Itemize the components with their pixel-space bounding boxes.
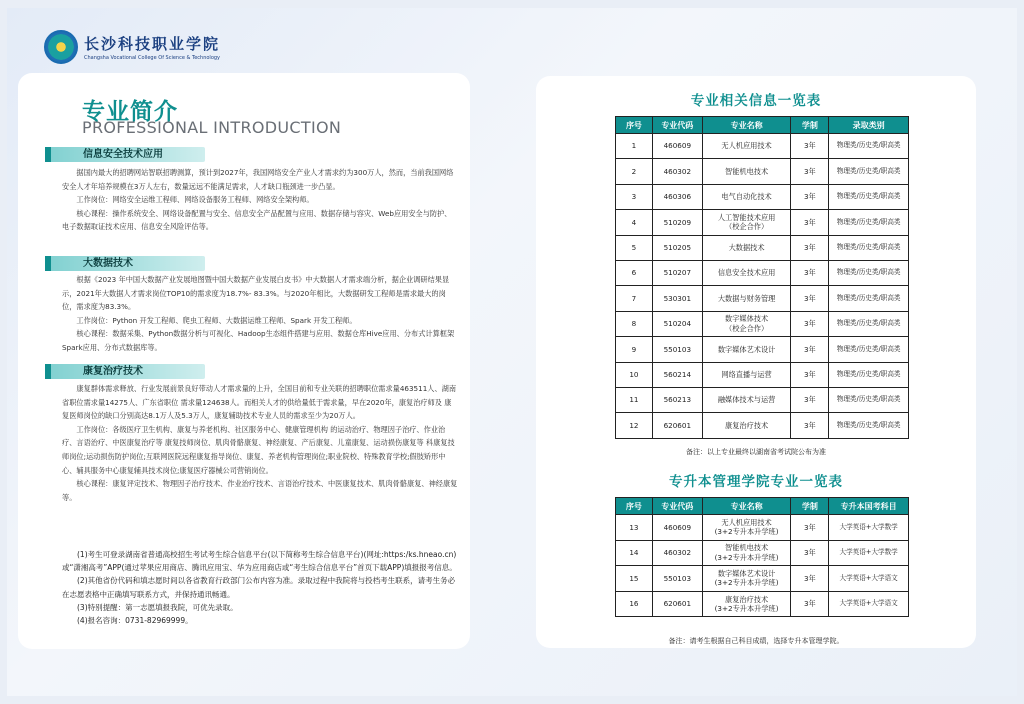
table-cell: 3年: [791, 413, 829, 438]
table1-title: 专业相关信息一览表: [690, 93, 822, 109]
column-header: 专业代码: [652, 117, 702, 134]
table-row: [616, 515, 909, 541]
table-header-row: [616, 498, 909, 515]
table-row: [616, 235, 909, 260]
table-row: [616, 362, 909, 387]
table-cell: 3年: [791, 260, 829, 285]
table-cell: 4: [616, 210, 653, 235]
table-row: [616, 286, 909, 311]
table-row: [616, 387, 909, 412]
table-cell: 物理类/历史类/职高类: [829, 362, 909, 387]
table-cell: 9: [616, 337, 653, 362]
table-cell: 5: [616, 235, 653, 260]
table-cell: 16: [616, 591, 653, 617]
table-cell: 物理类/历史类/职高类: [829, 311, 909, 336]
table-cell: 13: [616, 515, 653, 541]
table-cell: 大数据与财务管理: [702, 286, 791, 311]
table-cell: 460302: [652, 540, 702, 566]
column-header: 序号: [616, 117, 653, 134]
paragraph: 康复群体需求释放、行业发展前景良好带动人才需求量的上升，全国目前和专业关联的招聘职位需求量463511人、湖南省职位需求量14275人、广东省职位 需求量124638人。而相关人才的供给量低于需求量，早在2020年，康复治疗师及 康复医师岗位的缺口分别高达8.1万人及5.3万人，康复辅助技术专业人员的需求至少为20万人。: [62, 384, 457, 421]
table-cell: 510205: [652, 235, 702, 260]
table-cell: 3年: [791, 235, 829, 260]
table-cell: 物理类/历史类/职高类: [829, 235, 909, 260]
table-cell: 电气自动化技术: [702, 184, 791, 209]
table-cell: 物理类/历史类/职高类: [829, 159, 909, 184]
table-cell: 3年: [791, 159, 829, 184]
college-name-cn: 长沙科技职业学院: [84, 35, 221, 53]
paragraph: 核心课程：操作系统安全、网络设备配置与安全、信息安全产品配置与应用、数据存储与容灾、Web应用安全与防护、电子数据取证技术应用、信息安全风险评估等。: [62, 208, 452, 232]
column-header: 学制: [791, 498, 829, 515]
note-item: (1)考生可登录湖南省普通高校招生考试考生综合信息平台(以下简称考生综合信息平台)(网址:https:/ks.hneao.cn)或“潇湘高考”APP(通过苹果应用商店、腾讯应用宝、华为应用商店或“考生综合信息平台”首页下载APP)填报报考信息。: [62, 550, 457, 573]
admission-notes: [62, 548, 458, 627]
table-cell: 大数据技术: [702, 235, 791, 260]
table-cell: 510204: [652, 311, 702, 336]
table-row: [616, 311, 909, 336]
table-cell: 物理类/历史类/职高类: [829, 387, 909, 412]
table-cell: 6: [616, 260, 653, 285]
table-cell: 460609: [652, 515, 702, 541]
table-row: [616, 540, 909, 566]
table-cell: 3年: [791, 184, 829, 209]
table-cell: 3年: [791, 591, 829, 617]
table-cell: 大学英语+大学数学: [829, 515, 909, 541]
paragraph: 根据《2023 年中国大数据产业发展地图暨中国大数据产业发展白皮书》中大数据人才需求端分析，据企业调研结果显示，2021年大数据人才需求岗位TOP10的需求度为18.7%- 83.3%。与2020年相比，大数据研发工程师是需求最大的岗位，需求度为83.3%。: [62, 275, 450, 312]
column-header: 专业代码: [652, 498, 702, 515]
table-cell: 数字媒体艺术设计 (3+2专升本升学班): [702, 566, 791, 592]
table-cell: 8: [616, 311, 653, 336]
table-cell: 12: [616, 413, 653, 438]
table-cell: 3年: [791, 566, 829, 592]
paragraph: 工作岗位：Python 开发工程师、爬虫工程师、大数据运维工程师、Spark 开发工程师。: [76, 315, 357, 325]
table-row: [616, 159, 909, 184]
note-item: (4)报名咨询：0731-82969999。: [77, 616, 193, 626]
table-cell: 网络直播与运营: [702, 362, 791, 387]
table-cell: 3年: [791, 337, 829, 362]
paragraph: 据国内最大的招聘网站智联招聘测算，预计到2027年，我国网络安全产业人才需求约为300万人，然而，当前我国网络安全人才年培养规模在3万人左右，数量远远不能满足需求，人才缺口瓶颈进一步凸显。: [62, 168, 454, 191]
column-header: 专业名称: [702, 498, 791, 515]
table-row: [616, 184, 909, 209]
table-cell: 3年: [791, 362, 829, 387]
table2-title: 专升本管理学院专业一览表: [669, 474, 843, 490]
column-header: 专业名称: [702, 117, 791, 134]
table-cell: 信息安全技术应用: [702, 260, 791, 285]
table2-note: 备注：请考生根据自己科目成绩，选择专升本管理学院。: [668, 637, 844, 645]
table-cell: 3年: [791, 311, 829, 336]
table-row: [616, 566, 909, 592]
table-cell: 530301: [652, 286, 702, 311]
table-cell: 620601: [652, 591, 702, 617]
table-cell: 3年: [791, 540, 829, 566]
table-cell: 1: [616, 134, 653, 159]
table-cell: 3年: [791, 286, 829, 311]
table-cell: 620601: [652, 413, 702, 438]
table-cell: 550103: [652, 337, 702, 362]
table-cell: 数字媒体艺术设计: [702, 337, 791, 362]
paragraph: 核心课程：康复评定技术、物理因子治疗技术、作业治疗技术、言语治疗技术、中医康复技术、肌肉骨骼康复、神经康复等。: [62, 479, 458, 502]
table-cell: 物理类/历史类/职高类: [829, 286, 909, 311]
table-cell: 510207: [652, 260, 702, 285]
table-row: [616, 134, 909, 159]
table-row: [616, 413, 909, 438]
table-cell: 10: [616, 362, 653, 387]
table-row: [616, 337, 909, 362]
section-body-rehab: [62, 382, 458, 504]
table-row: [616, 260, 909, 285]
table-cell: 大学英语+大学语文: [829, 591, 909, 617]
table-row: [616, 210, 909, 235]
table-cell: 3年: [791, 387, 829, 412]
table-cell: 大学英语+大学数学: [829, 540, 909, 566]
page-subtitle: PROFESSIONAL INTRODUCTION: [82, 118, 342, 137]
table-cell: 康复治疗技术 (3+2专升本升学班): [702, 591, 791, 617]
column-header: 录取类别: [829, 117, 909, 134]
section-heading-rehab: 康复治疗技术: [45, 364, 205, 379]
section-heading-infosec: 信息安全技术应用: [45, 147, 205, 162]
table-cell: 11: [616, 387, 653, 412]
college-logo: [44, 30, 220, 64]
table-cell: 物理类/历史类/职高类: [829, 184, 909, 209]
section-body-infosec: [62, 166, 458, 234]
table-cell: 460609: [652, 134, 702, 159]
table-cell: 物理类/历史类/职高类: [829, 260, 909, 285]
table-cell: 460306: [652, 184, 702, 209]
section-heading-bigdata: 大数据技术: [45, 256, 205, 271]
table-cell: 康复治疗技术: [702, 413, 791, 438]
college-emblem-icon: [44, 30, 78, 64]
section-body-bigdata: [62, 273, 458, 355]
table-cell: 物理类/历史类/职高类: [829, 134, 909, 159]
table-cell: 数字媒体技术 （校企合作）: [702, 311, 791, 336]
table-cell: 融媒体技术与运营: [702, 387, 791, 412]
column-header: 学制: [791, 117, 829, 134]
table-cell: 大学英语+大学语文: [829, 566, 909, 592]
table-cell: 550103: [652, 566, 702, 592]
table-cell: 560213: [652, 387, 702, 412]
table-cell: 无人机应用技术: [702, 134, 791, 159]
table-cell: 3年: [791, 515, 829, 541]
table-cell: 物理类/历史类/职高类: [829, 337, 909, 362]
table-cell: 15: [616, 566, 653, 592]
table-cell: 560214: [652, 362, 702, 387]
major-info-table: [615, 116, 909, 439]
table-cell: 3年: [791, 134, 829, 159]
table-cell: 460302: [652, 159, 702, 184]
table-cell: 人工智能技术应用 （校企合作）: [702, 210, 791, 235]
table-cell: 3: [616, 184, 653, 209]
table-header-row: [616, 117, 909, 134]
table-cell: 智能机电技术 (3+2专升本升学班): [702, 540, 791, 566]
upgrade-major-table: [615, 497, 909, 617]
table-cell: 7: [616, 286, 653, 311]
college-name-en: Changsha Vocational College Of Science & Technology: [84, 55, 221, 61]
table-cell: 智能机电技术: [702, 159, 791, 184]
note-item: (3)特别提醒：第一志愿填报我院，可优先录取。: [77, 602, 238, 612]
note-item: (2)其他省份代码和填志愿时间以各省教育行政部门公布内容为准。录取过程中我院将与投档考生联系，请考生务必在志愿表格中正确填写联系方式，并保持通讯畅通。: [62, 576, 456, 599]
paragraph: 工作岗位：各级医疗卫生机构、康复与养老机构、社区服务中心、健康管理机构 的运动治疗、物理因子治疗、作业治疗、言语治疗、中医康复治疗等 康复技师岗位、肌肉骨骼康复、神经康复、产后康复、儿童康复、运动损伤康复等 科康复技师岗位;运动损伤防护岗位;互联网医院远程康复指导岗位、康复、养老机构管理岗位;职业院校、特殊教育学校;假肢矫形中心、辅具服务中心康复辅具技术岗位;康复医疗器械公司营销岗位。: [62, 424, 455, 475]
table-cell: 2: [616, 159, 653, 184]
table-row: [616, 591, 909, 617]
paragraph: 核心课程：数据采集、Python数据分析与可视化、Hadoop生态组件搭建与应用、数据仓库Hive应用、分布式计算框架Spark应用、分布式数据库等。: [62, 329, 455, 352]
table-cell: 物理类/历史类/职高类: [829, 210, 909, 235]
table-cell: 物理类/历史类/职高类: [829, 413, 909, 438]
paragraph: 工作岗位：网络安全运维工程师、网络设备服务工程师、网络安全架构师。: [76, 195, 314, 205]
table1-note: 备注：以上专业最终以湖南省考试院公布为准: [686, 448, 826, 456]
table-cell: 510209: [652, 210, 702, 235]
table-cell: 3年: [791, 210, 829, 235]
column-header: 序号: [616, 498, 653, 515]
table-cell: 14: [616, 540, 653, 566]
table-cell: 无人机应用技术 (3+2专升本升学班): [702, 515, 791, 541]
column-header: 专升本国考科目: [829, 498, 909, 515]
page-title: 专业简介: [82, 99, 178, 125]
